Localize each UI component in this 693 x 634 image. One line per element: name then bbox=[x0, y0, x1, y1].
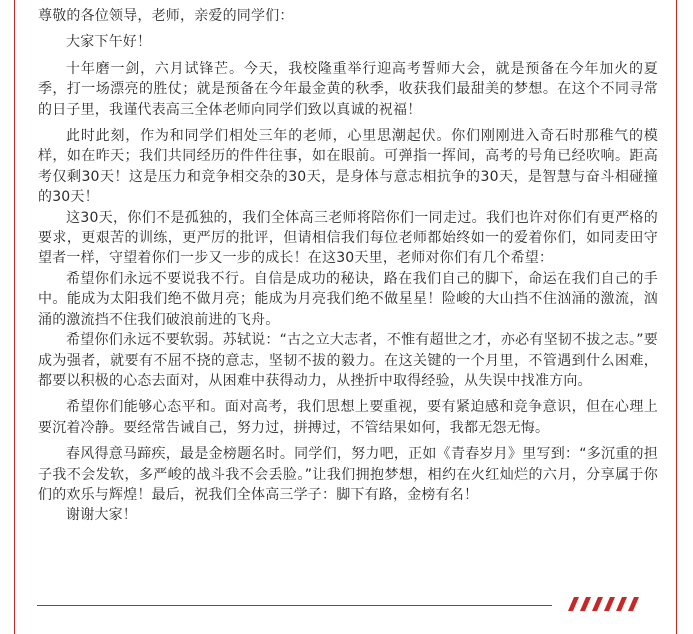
paragraph-hope-confidence: 希望你们永远不要说我不行。自信是成功的秘诀，路在我们自己的脚下，命运在我们自己的手中。能成为太阳我们绝不做月亮；能成为月亮我们绝不做星星！险峻的大山挡不住汹涌的激流，汹涌的激流挡不住我们破浪前进的飞舟。 bbox=[38, 270, 658, 328]
paragraph-hope-calm: 希望你们能够心态平和。面对高考，我们思想上要重视，要有紧迫感和竞争意识，但在心理上要沉着冷静。要经常告诫自己，努力过，拼搏过，不管结果如何，我都无怨无悔。 bbox=[38, 399, 658, 436]
paragraph-companionship: 这30天，你们不是孤独的，我们全体高三老师将陪你们一同走过。我们也许对你们有更严格的要求，更艰苦的训练，更严厉的批评，但请相信我们每位老师都始终如一的爱着你们，如同麦田守望者一样，守望着你们一步又一步的成长！在这30天里，老师对你们有几个希望： bbox=[38, 209, 658, 267]
bottom-divider bbox=[37, 605, 552, 606]
paragraph-opening: 十年磨一剑，六月试锋芒。今天，我校隆重举行迎高考誓师大会，就是预备在今年加火的夏季，打一场漂亮的胜仗；就是预备在今年最金黄的秋季，收获我们最甜美的梦想。在这个不同寻常的日子里，我谨代表高三全体老师向同学们致以真诚的祝福！ bbox=[38, 60, 658, 118]
paragraph-closing: 春风得意马蹄疾，最是金榜题名时。同学们，努力吧，正如《青春岁月》里写到：“多沉重的担子我不会发软，多严峻的战斗我不会丢脸。”让我们拥抱梦想，相约在火红灿烂的六月，分享属于你们的欢乐与辉煌！最后，祝我们全体高三学子：脚下有路，金榜有名！ bbox=[38, 446, 658, 503]
greeting-line: 大家下午好！ bbox=[66, 34, 152, 51]
speech-body bbox=[38, 6, 658, 526]
thanks-line: 谢谢大家！ bbox=[66, 507, 137, 524]
right-frame-line bbox=[676, 0, 677, 634]
salutation: 尊敬的各位领导，老师，亲爱的同学们： bbox=[38, 8, 294, 24]
paragraph-hope-strength: 希望你们永远不要软弱。苏轼说：“古之立大志者，不惟有超世之才，亦必有坚韧不拔之志。”要成为强者，就要有不屈不挠的意志，坚韧不拔的毅力。在这关键的一个月里，不管遇到什么困难，都要以积极的心态去面对，从困难中获得动力，从挫折中取得经验，从失误中找准方向。 bbox=[38, 332, 658, 389]
left-frame-line bbox=[14, 0, 15, 634]
paragraph-reflection: 此时此刻，作为和同学们相处三年的老师，心里思潮起伏。你们刚刚进入奇石时那稚气的模样，如在昨天；我们共同经历的件件往事，如在眼前。可弹指一挥间，高考的号角已经吹响。距高考仅剩30天！这是压力和竞争相交杂的30天，是身体与意志相抗争的30天，是智慧与奋斗相碰撞的30天！ bbox=[38, 128, 658, 206]
slash-decoration bbox=[568, 597, 644, 611]
